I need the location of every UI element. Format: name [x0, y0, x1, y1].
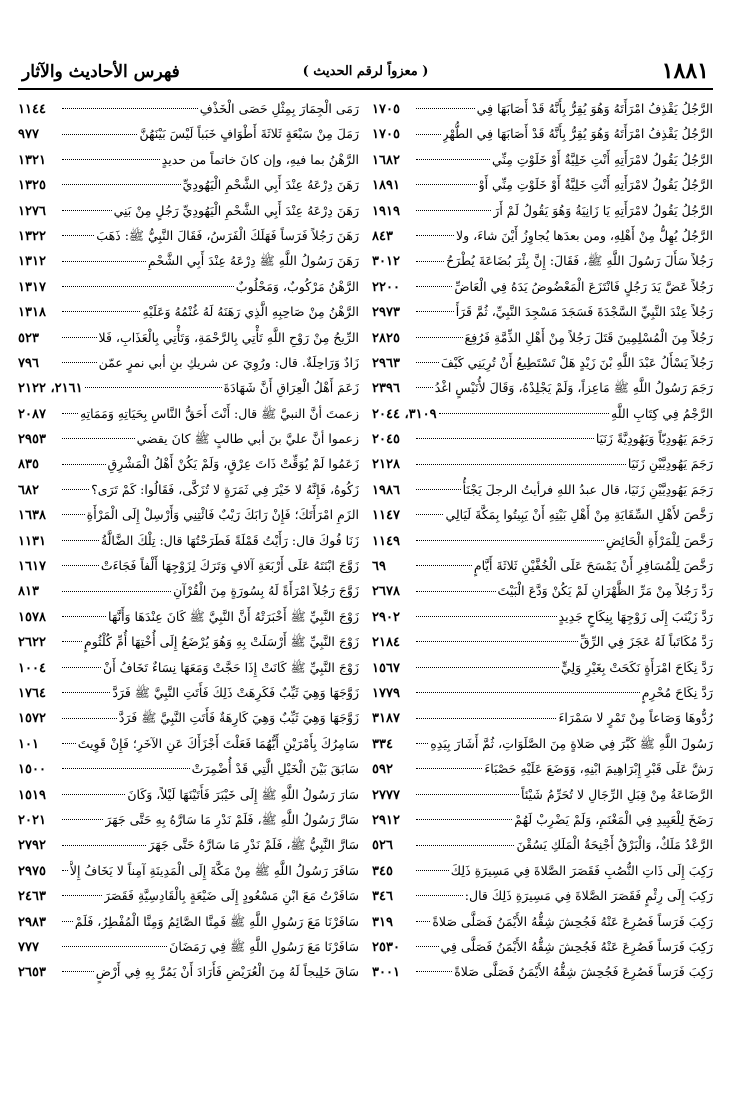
entry-hadith-number: ٢٧٧٧	[372, 787, 400, 803]
index-entry	[18, 350, 359, 375]
entry-text: رَكِبَ إِلَى رِئْمٍ فَقَصَرَ الصَّلاةَ فِي مَسِيرَةِ ذَلِكَ قال:	[464, 888, 713, 904]
entry-hadith-number: ٣١٠٩، ٢٠٤٤	[372, 406, 437, 422]
entry-hadith-number: ١٥٧٢	[18, 711, 46, 727]
entry-text: رَجُلاً سَأَلَ رَسُولَ اللَّهِ ﷺ، فَقَالَ: إِنَّ بِئْرَ بُضَاعَةَ يُطْرَحُ	[446, 253, 713, 269]
entry-hadith-number: ٢٩٧٣	[372, 305, 400, 321]
entry-leader-dots	[62, 743, 76, 744]
entry-leader-dots	[62, 768, 190, 769]
entry-hadith-number: ٢١٢٨	[372, 457, 400, 473]
index-entry	[372, 909, 713, 934]
entry-leader-dots	[62, 184, 181, 185]
index-columns	[18, 96, 713, 1101]
index-entry	[372, 502, 713, 527]
entry-hadith-number: ١٣١٨	[18, 305, 46, 321]
entry-text: الرَّجُلُ يَقُولُ لامْرَأَتِهِ أَنْتِ خَلِيَّةٌ أَوْ خَلَوْتِ مِنِّي	[492, 151, 713, 167]
entry-hadith-number: ١١٤٧	[372, 508, 400, 524]
index-entry	[18, 782, 359, 807]
entry-hadith-number: ١٣٢٥	[18, 178, 46, 194]
entry-text: رَشَّ عَلَى قَبْرِ إِبْرَاهِيمَ ابْنِهِ، وَوَضَعَ عَلَيْهِ حَصْبَاءَ	[484, 761, 713, 777]
entry-text: رَضَخَ لِلْعَبِيدِ فِي الْمَغْنَمِ، وَلَمْ يَضْرِبْ لَهُمْ	[514, 811, 713, 827]
entry-hadith-number: ١٦٨٢	[372, 152, 400, 168]
entry-hadith-number: ٢٩٦٣	[372, 355, 400, 371]
index-entry	[18, 375, 359, 400]
header-rule	[18, 88, 713, 90]
entry-hadith-number: ١٢٧٦	[18, 203, 46, 219]
entry-hadith-number: ٣٤٥	[372, 863, 393, 879]
entry-leader-dots	[62, 794, 125, 795]
entry-leader-dots	[62, 489, 89, 490]
index-entry	[372, 325, 713, 350]
entry-hadith-number: ٨٤٣	[372, 228, 393, 244]
entry-text: زَوَّجَ رَجُلاً امْرَأَةً لَهُ بِسُورَةٍ مِنَ الْقُرْآنِ	[173, 583, 359, 599]
entry-text: رَهَنَ دِرْعَهُ عِنْدَ أَبِي الشَّحْمِ الْيَهُودِيِّ	[182, 177, 359, 193]
page-subtitle: ( معزواً لرقم الحديث )	[302, 64, 429, 79]
entry-text: الرَّعْدُ مَلَكٌ، وَالْبَرْقُ أَجْنِحَةُ الْمَلَكِ يَسُقْنَ	[516, 837, 713, 853]
entry-hadith-number: ٦٩	[372, 559, 386, 575]
index-entry	[18, 909, 359, 934]
entry-hadith-number: ١٧٦٤	[18, 685, 46, 701]
entry-leader-dots	[416, 210, 491, 211]
entry-hadith-number: ٢٧٩٢	[18, 838, 46, 854]
index-entry	[18, 655, 359, 680]
entry-text: رَكِبَ فَرَساً فَصُرِعَ عَنْهُ فَجُحِشَ شِقُّهُ الأَيْمَنُ فَصَلَّى فِي	[440, 938, 713, 954]
entry-text: رَكِبَ فَرَساً فَصُرِعَ فَجُحِشَ شِقُّهُ الأَيْمَنُ فَصَلَّى صَلاةً	[454, 964, 713, 980]
entry-text: سَافَرْتُ مَعَ ابْنِ مَسْعُودٍ إِلَى ضَيْعَةٍ بِالْقَادِسِيَّةِ فَقَصَرَ	[103, 888, 359, 904]
index-entry	[372, 807, 713, 832]
entry-text: زَعَمُوا لَمْ يُوَقِّتْ ذَاتَ عِرْقٍ، وَلَمْ يَكُنْ أَهْلُ الْمَشْرِقِ	[107, 456, 359, 472]
index-entry	[18, 807, 359, 832]
entry-hadith-number: ٢٦٧٨	[372, 584, 400, 600]
entry-text: رَسُولَ اللَّهِ ﷺ كَبَّرَ فِي صَلاةٍ مِنَ الصَّلَوَاتِ، ثُمَّ أَشَارَ بِيَدِهِ	[430, 735, 713, 751]
entry-leader-dots	[416, 464, 626, 465]
entry-text: الرَّجْمُ فِي كِتَابِ اللَّهِ	[611, 405, 713, 421]
entry-leader-dots	[62, 362, 97, 363]
entry-leader-dots	[62, 819, 103, 820]
page-header	[18, 58, 713, 92]
entry-leader-dots	[62, 159, 160, 160]
index-entry	[18, 858, 359, 883]
entry-text: رَكِبَ إِلَى ذَاتِ النُّصُبِ فَقَصَرَ الصَّلاةَ فِي مَسِيرَةِ ذَلِكَ	[450, 862, 713, 878]
entry-leader-dots	[416, 921, 430, 922]
entry-hadith-number: ٧٧٧	[18, 939, 39, 955]
entry-text: زعموا أنَّ عليَّ بنَ أبي طالبٍ ﷺ كانَ يقضي	[136, 431, 359, 447]
entry-leader-dots	[62, 921, 73, 922]
entry-hadith-number: ٢٩١٢	[372, 812, 400, 828]
entry-leader-dots	[416, 489, 461, 490]
index-entry	[18, 426, 359, 451]
entry-hadith-number: ١٣١٧	[18, 279, 46, 295]
index-entry	[372, 274, 713, 299]
entry-leader-dots	[62, 718, 117, 719]
entry-leader-dots	[416, 387, 433, 388]
entry-text: الرَّجُلُ يُهِلُّ مِنْ أَهْلِهِ، ومن بعدَها يُجاوِزُ أَيْنَ شاءَ، ولا	[456, 227, 713, 243]
index-entry	[18, 451, 359, 476]
entry-hadith-number: ٢٤٦٣	[18, 889, 46, 905]
entry-text: رَدَّ مُكَاتَباً لَهُ عَجَزَ فِي الرِّقِّ	[579, 634, 713, 650]
entry-hadith-number: ٢١٦١، ٢١٢٢	[18, 381, 83, 397]
entry-leader-dots	[62, 616, 106, 617]
entry-hadith-number: ٢٦٥٣	[18, 965, 46, 981]
entry-text: زَوَّجَ ابْنَتَهُ عَلَى أَرْبَعَةِ آلافٍ وَتَرَكَ لِزَوْجِهَا أَلْفاً فَجَاءَتْ	[100, 558, 359, 574]
entry-text: رَدَّ نِكَاحَ امْرَأَةٍ نَكَحَتْ بِغَيْرِ وَلِيٍّ	[561, 659, 713, 675]
entry-text: رُدُّوهَا وَصَاعاً مِنْ تَمْرٍ لا سَمْرَاءَ	[558, 710, 713, 726]
index-entry	[18, 680, 359, 705]
index-entry	[372, 782, 713, 807]
entry-leader-dots	[62, 591, 171, 592]
index-entry	[18, 731, 359, 756]
index-entry	[372, 858, 713, 883]
entry-text: زَادٌ وَرَاحِلَةٌ. قال: ورُوِيَ عن شريكِ بنِ أبي نمرٍ عمّن	[98, 354, 359, 370]
entry-leader-dots	[416, 667, 559, 668]
entry-leader-dots	[439, 413, 609, 414]
entry-hadith-number: ٣٤٦	[372, 889, 393, 905]
entry-text: رَهَنَ رَسُولُ اللَّهِ ﷺ دِرْعَهُ عِنْدَ أَبِي الشَّحْمِ	[148, 253, 359, 269]
entry-hadith-number: ١٧٧٩	[372, 685, 400, 701]
entry-leader-dots	[416, 134, 441, 135]
index-entry	[372, 705, 713, 730]
entry-hadith-number: ٣٣٤	[372, 736, 393, 752]
entry-leader-dots	[416, 108, 475, 109]
index-entry	[372, 934, 713, 959]
entry-leader-dots	[416, 514, 443, 515]
index-entry	[18, 198, 359, 223]
entry-text: زَوْجَ النَّبِيِّ ﷺ أَرْسَلَتْ بِهِ وَهُوَ يُرْضَعُ إِلَى أُخْتِهَا أُمِّ كُلْثُومٍ	[83, 634, 359, 650]
entry-leader-dots	[416, 591, 496, 592]
entry-hadith-number: ٣٠١٢	[372, 254, 400, 270]
entry-text: رَدَّ رَجُلاً مِنْ مَرِّ الظَّهْرَانِ لَمْ يَكُنْ وَدَّعَ الْبَيْتَ	[497, 583, 713, 599]
index-entry	[372, 121, 713, 146]
index-entry	[18, 756, 359, 781]
entry-hadith-number: ٢٩٥٣	[18, 432, 46, 448]
entry-hadith-number: ٢٩٨٣	[18, 914, 46, 930]
entry-leader-dots	[416, 692, 640, 693]
entry-leader-dots	[416, 946, 439, 947]
entry-leader-dots	[85, 387, 222, 388]
entry-leader-dots	[416, 438, 594, 439]
page-title: فهرس الأحاديث والآثار	[22, 62, 180, 82]
entry-hadith-number: ١٩١٩	[372, 203, 400, 219]
entry-leader-dots	[416, 337, 463, 338]
entry-hadith-number: ٣١٨٧	[372, 711, 400, 727]
index-entry	[18, 121, 359, 146]
entry-text: رَجَمَ رَسُولُ اللَّهِ ﷺ مَاعِزاً، وَلَمْ يَجْلِدْهُ، وَقَالَ لأُنَيْسٍ اغْدُ	[434, 380, 713, 396]
entry-leader-dots	[416, 565, 472, 566]
entry-hadith-number: ١٨٩١	[372, 178, 400, 194]
entry-leader-dots	[62, 311, 140, 312]
entry-hadith-number: ١٣١٢	[18, 254, 46, 270]
index-entry	[18, 578, 359, 603]
index-entry	[18, 959, 359, 984]
index-entry	[372, 756, 713, 781]
entry-text: رَجُلاً مِنَ الْمُسْلِمِينَ قَتَلَ رَجُلاً مِنْ أَهْلِ الذِّمَّةِ فَرُفِعَ	[464, 329, 713, 345]
index-entry	[372, 299, 713, 324]
index-entry	[372, 832, 713, 857]
entry-hadith-number: ٢٢٠٠	[372, 279, 400, 295]
index-entry	[372, 451, 713, 476]
entry-text: الرِّيحُ مِنْ رَوْحِ اللَّهِ تَأْتِي بِالرَّحْمَةِ، وَتَأْتِي بِالْعَذَابِ، فَلا	[98, 329, 359, 345]
entry-hadith-number: ٩٧٧	[18, 127, 39, 143]
entry-leader-dots	[62, 438, 135, 439]
entry-hadith-number: ١١٤٩	[372, 533, 400, 549]
index-entry	[372, 350, 713, 375]
entry-leader-dots	[416, 845, 514, 846]
entry-leader-dots	[416, 718, 556, 719]
entry-text: رَجُلاً عِنْدَ النَّبِيِّ السَّجْدَةَ فَسَجَدَ مَسْجِدَ النَّبِيِّ، ثُمَّ قَرَأَ	[455, 304, 713, 320]
entry-leader-dots	[62, 946, 167, 947]
entry-leader-dots	[416, 235, 454, 236]
entry-leader-dots	[62, 235, 94, 236]
index-entry	[18, 934, 359, 959]
entry-hadith-number: ٢٥٣٠	[372, 939, 400, 955]
entry-text: سَافَرْنَا مَعَ رَسُولِ اللَّهِ ﷺ فِي رَمَضَانَ	[169, 938, 359, 954]
index-entry	[372, 96, 713, 121]
entry-text: رَهَنَ دِرْعَهُ عِنْدَ أَبِي الشَّحْمِ الْيَهُودِيِّ رَجُلٍ مِنْ بَنِي	[113, 202, 359, 218]
entry-text: الرَّهْنُ مَرْكُوبٌ، وَمَحْلُوبٌ	[235, 278, 359, 294]
entry-text: زَوْجَ النَّبِيِّ ﷺ أَخْبَرَتْهُ أَنَّ النَّبِيَّ ﷺ كَانَ عِنْدَهَا وَأَنَّهَا	[108, 608, 359, 624]
entry-leader-dots	[62, 845, 146, 846]
index-entry	[18, 147, 359, 172]
entry-leader-dots	[416, 616, 557, 617]
entry-text: زَعَمَ أَهْلُ الْعِرَاقِ أَنَّ شَهَادَةَ	[223, 380, 359, 396]
entry-leader-dots	[62, 692, 110, 693]
entry-text: رَجَمَ يَهُودِيَّيْنِ زَنَيَا	[627, 456, 713, 472]
index-entry	[18, 274, 359, 299]
entry-leader-dots	[416, 971, 452, 972]
index-entry	[372, 477, 713, 502]
entry-text: الرَّجُلُ يَقْذِفُ امْرَأَتَهُ وَهُوَ يُقِرُّ بِأَنَّهُ قَدْ أَصَابَهَا فِي الطُّهْرِ	[442, 126, 713, 142]
entry-text: رَجَمَ يَهُودِيَّيْنِ زَنَيَا، قال عبدُ اللهِ فرأيتُ الرجلَ يَجْنَأُ	[462, 481, 713, 497]
index-entry	[372, 883, 713, 908]
index-entry	[18, 705, 359, 730]
index-entry	[372, 959, 713, 984]
left-column	[18, 96, 359, 1101]
index-entry	[372, 147, 713, 172]
entry-hadith-number: ٣١٩	[372, 914, 393, 930]
entry-text: رَجُلاً يَسْأَلُ عَبْدَ اللَّهِ بْنَ زَيْدٍ هَلْ تَسْتَطِيعُ أَنْ تُرِيَنِي كَيْفَ	[441, 354, 713, 370]
entry-leader-dots	[62, 514, 85, 515]
entry-text: زَنَا فُوكَ قال: رَأَيْتُ قَمْلَةً فَطَرَحْتُهَا قال: تِلْكَ الضَّالَّةُ	[100, 532, 359, 548]
index-entry	[372, 375, 713, 400]
entry-text: سَافَرْنَا مَعَ رَسُولِ اللَّهِ ﷺ فَمِنَّا الصَّائِمُ وَمِنَّا الْمُفْطِرُ، فَلَمْ	[74, 913, 359, 929]
index-entry	[18, 832, 359, 857]
entry-hadith-number: ٨١٣	[18, 584, 39, 600]
entry-text: زَوَّجَهَا وَهِيَ ثَيِّبٌ وَهِيَ كَارِهَةٌ فَأَتَتِ النَّبِيَّ ﷺ فَرَدَّ	[118, 710, 359, 726]
entry-leader-dots	[62, 870, 68, 871]
entry-text: رَجَمَ يَهُودِيّاً وَيَهُودِيَّةً زَنَيَا	[595, 431, 713, 447]
index-entry	[18, 528, 359, 553]
index-entry	[372, 655, 713, 680]
index-entry	[18, 477, 359, 502]
entry-hadith-number: ١٥٦٧	[372, 660, 400, 676]
entry-text: الرَّهْنُ بما فيهِ، وإن كانَ خاتماً من حديدٍ	[161, 151, 359, 167]
entry-text: رَخَّصَ لِلْمَرْأَةِ الْحَائِضِ	[605, 532, 713, 548]
entry-leader-dots	[62, 108, 198, 109]
index-entry	[18, 172, 359, 197]
entry-hadith-number: ٥٢٣	[18, 330, 39, 346]
entry-leader-dots	[416, 540, 604, 541]
entry-hadith-number: ١٥٧٨	[18, 609, 46, 625]
entry-leader-dots	[62, 286, 234, 287]
entry-text: سَاقَ خَلِيجاً لَهُ مِنَ الْعُرَيْضِ فَأَرَادَ أَنْ يَمُرَّ بِهِ فِي أَرْضٍ	[95, 964, 359, 980]
index-entry	[372, 401, 713, 426]
entry-hadith-number: ١٦١٧	[18, 559, 46, 575]
entry-hadith-number: ١٠١	[18, 736, 39, 752]
entry-leader-dots	[416, 743, 428, 744]
index-entry	[372, 578, 713, 603]
entry-text: سَارَّ النَّبِيُّ ﷺ، فَلَمْ نَدْرِ مَا سَارَّهُ حَتَّى جَهَرَ	[148, 837, 359, 853]
index-entry	[18, 299, 359, 324]
page-number: ١٨٨١	[661, 58, 709, 84]
entry-text: زَوْجَ النَّبِيِّ ﷺ كَانَتْ إِذَا حَجَّتْ وَمَعَهَا نِسَاءٌ تَخَافُ أَنْ	[103, 659, 359, 675]
entry-text: رَدَّ زَيْنَبَ إِلَى زَوْجِهَا بِنِكَاحٍ جَدِيدٍ	[558, 608, 713, 624]
entry-hadith-number: ١٧٠٥	[372, 102, 400, 117]
entry-leader-dots	[416, 184, 477, 185]
index-entry	[372, 198, 713, 223]
entry-leader-dots	[416, 895, 463, 896]
entry-text: الرَّهْنُ مِنْ صَاحِبِهِ الَّذِي رَهَنَهُ لَهُ غُنْمُهُ وَعَلَيْهِ	[142, 304, 359, 320]
entry-leader-dots	[62, 464, 106, 465]
entry-text: سَامِرُكَ بِأَمْرَيْنِ أَيُّهُمَا فَعَلْتَ أَجْزَأَكَ عَنِ الآخَرِ؛ فَإِنْ قَوِيتَ	[77, 735, 359, 751]
index-entry	[18, 223, 359, 248]
entry-text: زعمتَ أنَّ النبيَّ ﷺ قال: أَنْتَ أَحَقُّ النَّاسِ بِحَيَاتِهِ وَمَمَاتِهِ	[79, 405, 359, 421]
entry-hadith-number: ١٩٨٦	[372, 482, 400, 498]
entry-leader-dots	[62, 540, 99, 541]
entry-hadith-number: ١٣٢٢	[18, 228, 46, 244]
index-entry	[372, 172, 713, 197]
entry-text: زَوَّجَهَا وَهِيَ ثَيِّبٌ فَكَرِهَتْ ذَلِكَ فَأَتَتِ النَّبِيَّ ﷺ فَرَدَّ	[112, 684, 359, 700]
entry-text: رَمَى الْجِمَارَ بِمِثْلِ حَصَى الْخَذْفِ	[199, 101, 359, 116]
entry-leader-dots	[62, 667, 101, 668]
entry-hadith-number: ١٥١٩	[18, 787, 46, 803]
entry-leader-dots	[62, 261, 146, 262]
entry-hadith-number: ٢٠٢١	[18, 812, 46, 828]
entry-leader-dots	[416, 261, 444, 262]
index-entry	[372, 553, 713, 578]
entry-leader-dots	[62, 210, 112, 211]
entry-hadith-number: ١٦٣٨	[18, 508, 46, 524]
index-entry	[18, 325, 359, 350]
entry-leader-dots	[416, 768, 482, 769]
entry-hadith-number: ٣٠٠١	[372, 965, 400, 981]
entry-leader-dots	[62, 413, 78, 414]
index-entry	[372, 680, 713, 705]
entry-leader-dots	[416, 819, 512, 820]
index-entry	[18, 248, 359, 273]
entry-hadith-number: ٢٩٠٢	[372, 609, 400, 625]
entry-leader-dots	[416, 159, 490, 160]
entry-leader-dots	[416, 870, 449, 871]
entry-leader-dots	[62, 895, 102, 896]
entry-leader-dots	[416, 362, 439, 363]
entry-text: رَكِبَ فَرَساً فَصُرِعَ عَنْهُ فَجُحِشَ شِقُّهُ الأَيْمَنُ فَصَلَّى صَلاةً	[432, 913, 713, 929]
entry-hadith-number: ١٧٠٥	[372, 127, 400, 143]
index-entry	[372, 426, 713, 451]
entry-leader-dots	[62, 337, 97, 338]
index-entry	[18, 883, 359, 908]
index-entry	[372, 731, 713, 756]
entry-hadith-number: ٢٠٤٥	[372, 432, 400, 448]
entry-text: سَارَّ رَسُولُ اللَّهِ ﷺ، فَلَمْ نَدْرِ مَا سَارَّهُ بِهِ حَتَّى جَهَرَ	[105, 811, 359, 827]
entry-hadith-number: ١٣٢١	[18, 152, 46, 168]
index-entry	[372, 629, 713, 654]
entry-leader-dots	[416, 311, 454, 312]
entry-hadith-number: ٢٠٨٧	[18, 406, 46, 422]
entry-hadith-number: ٢٩٧٥	[18, 863, 46, 879]
entry-hadith-number: ٢٨٢٥	[372, 330, 400, 346]
entry-text: سَارَ رَسُولُ اللَّهِ ﷺ إِلَى خَيْبَرَ فَأَتَيْنَهَا لَيْلاً، وَكَانَ	[127, 786, 359, 802]
entry-text: رَخَّصَ لِلْمُسَافِرِ أَنْ يَمْسَحَ عَلَى الْخُفَّيْنِ ثَلاثَةَ أَيَّامٍ	[473, 558, 713, 574]
entry-hadith-number: ٢١٨٤	[372, 635, 400, 651]
entry-text: زَكُوهُ، فَإِنَّهُ لا خَيْرَ فِي ثَمَرَةٍ لا تُزَكَّى، فَقَالُوا: كَمْ تَرَى؟	[91, 481, 359, 497]
entry-hadith-number: ٧٩٦	[18, 355, 39, 371]
entry-hadith-number: ١١٣١	[18, 533, 46, 549]
entry-leader-dots	[62, 565, 99, 566]
entry-leader-dots	[416, 641, 578, 642]
index-entry	[372, 223, 713, 248]
entry-hadith-number: ٥٢٦	[372, 838, 393, 854]
index-entry	[18, 502, 359, 527]
entry-text: سَافَرَ رَسُولُ اللَّهِ ﷺ مِنْ مَكَّةَ إِلَى الْمَدِينَةِ آمِناً لا يَخَافُ إِلاَّ	[70, 862, 359, 878]
entry-leader-dots	[62, 641, 82, 642]
entry-text: الرَّجُلُ يَقُولُ لامْرَأَتِهِ أَنْتِ خَلِيَّةٌ أَوْ خَلَوْتِ مِنِّي أَوْ	[478, 177, 713, 193]
entry-leader-dots	[62, 134, 137, 135]
index-entry	[372, 248, 713, 273]
entry-hadith-number: ١١٤٤	[18, 102, 46, 117]
index-entry	[18, 629, 359, 654]
entry-hadith-number: ٢٦٢٢	[18, 635, 46, 651]
entry-hadith-number: ٢٣٩٦	[372, 381, 400, 397]
index-entry	[18, 604, 359, 629]
entry-hadith-number: ٨٣٥	[18, 457, 39, 473]
entry-text: رَهَنَ رَجُلاً فَرَساً فَهَلَكَ الْفَرَسُ، فَقَالَ النَّبِيُّ ﷺ: ذَهَبَ	[96, 227, 359, 243]
entry-leader-dots	[62, 971, 94, 972]
entry-text: الزَمِ امْرَأَتَكَ؛ فَإِنْ رَابَكَ رَيْبٌ فَائْتِنِي وَأَرْسِلْ إِلَى الْمَرْأَةِ	[86, 507, 359, 523]
entry-text: رَخَّصَ لأَهْلِ السِّقَايَةِ مِنْ أَهْلِ بَيْتِهِ أَنْ يَبِيتُوا بِمَكَّةَ لَيَالِي	[445, 507, 713, 523]
entry-text: رَدَّ نِكَاحَ مُحْرِمٍ	[641, 684, 713, 700]
entry-hadith-number: ٥٩٢	[372, 762, 393, 778]
index-entry	[18, 401, 359, 426]
index-entry	[18, 553, 359, 578]
entry-hadith-number: ٦٨٢	[18, 482, 39, 498]
entry-leader-dots	[416, 286, 452, 287]
entry-text: الرَّضَاعَةُ مِنْ قِبَلِ الرِّجَالِ لا تُحَرِّمُ شَيْئاً	[521, 786, 713, 802]
index-entry	[372, 604, 713, 629]
entry-hadith-number: ١٠٠٤	[18, 660, 46, 676]
entry-text: رَجُلاً عَضَّ يَدَ رَجُلٍ فَانْتَزَعَ الْمَعْضُوضُ يَدَهُ فِي الْعَاضِّ	[454, 278, 713, 294]
entry-text: الرَّجُلُ يَقْذِفُ امْرَأَتَهُ وَهُوَ يُقِرُّ بِأَنَّهُ قَدْ أَصَابَهَا فِي	[476, 101, 713, 116]
index-entry	[372, 528, 713, 553]
entry-text: الرَّجُلُ يَقُولُ لامْرَأَتِهِ يَا زَانِيَةُ وَهُوَ يَقُولُ لَمْ أَرَ	[493, 202, 713, 218]
entry-hadith-number: ١٥٠٠	[18, 762, 46, 778]
entry-leader-dots	[416, 794, 519, 795]
entry-text: سَابَقَ بَيْنَ الْخَيْلِ الَّتِي قَدْ أُضْمِرَتْ	[191, 761, 359, 777]
index-entry	[18, 96, 359, 121]
entry-text: رَمَلَ مِنْ سَبْعَةٍ ثَلاثَةَ أَطْوَافٍ خَبَباً لَيْسَ بَيْنَهُنَّ	[139, 126, 359, 142]
right-column	[372, 96, 713, 1101]
